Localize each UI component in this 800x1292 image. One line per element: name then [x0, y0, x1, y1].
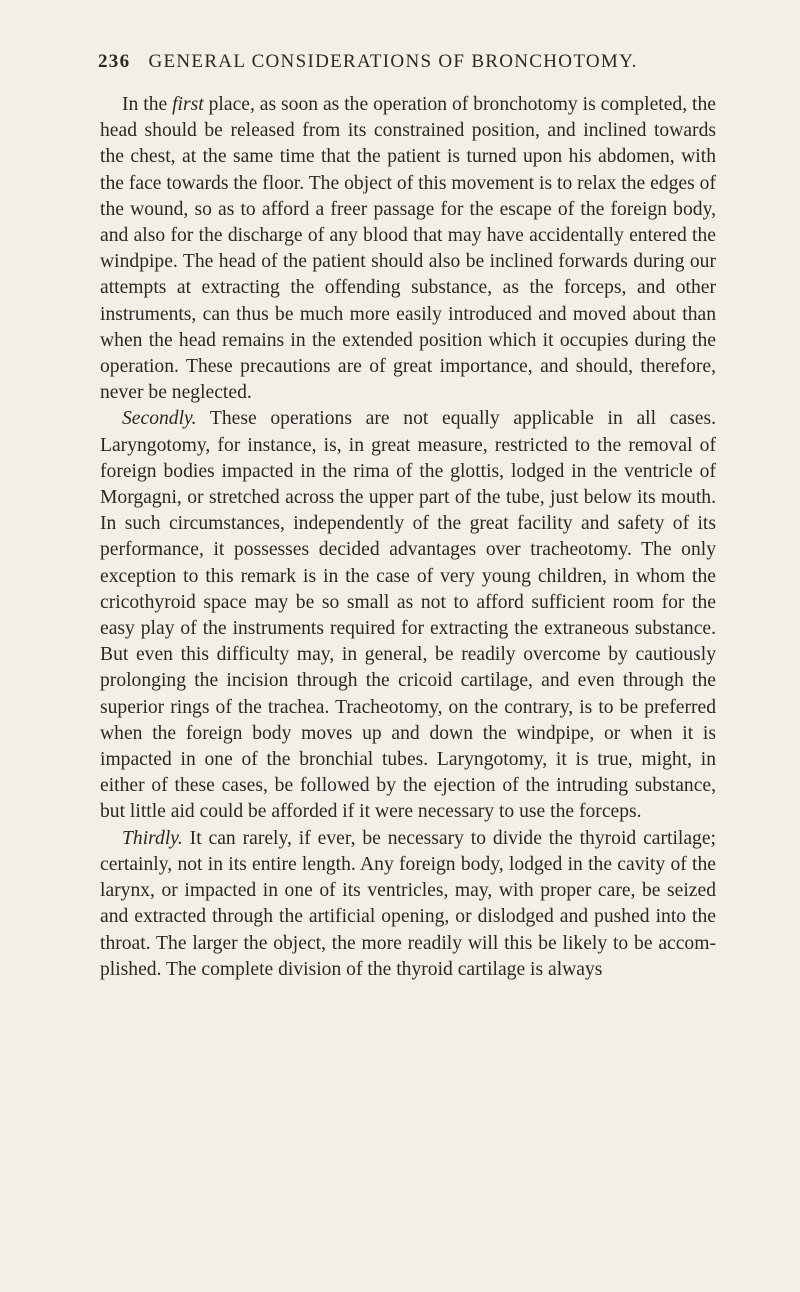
paragraph-text: place, as soon as the operation of bronchotomy is completed, the head should be released from its constrained position, and inclined towards the chest, at the same time that the patient is turned upon his abdomen, with the face towards the floor. The object of this movement is to relax the edges of the wound, so as to afford a freer passage for the escape of the foreign body, and also for the discharge of any blood that may have accidentally entered the windpipe. The head of the patient should also be inclined forwards during our attempts at extracting the offending substance, as the forceps, and other instruments, can thus be much more easily introduced and moved about than when the head remains in the extended position which it occupies during the operation. These precautions are of great importance, and should, therefore, never be neglected. — [100, 94, 716, 404]
body-text — [100, 92, 716, 983]
paragraph-lead: In the — [122, 94, 173, 115]
page-number: 236 — [98, 51, 131, 72]
running-head-title: GENERAL CONSIDERATIONS OF BRONCHOTOMY. — [148, 51, 638, 72]
paragraph-text: It can rarely, if ever, be necessary to divide the thyroid cartilage; certainly, not in its entire length. Any foreign body, lodged in the cavity of the larynx, or impacted in one of its ventricles, may, with proper care, be seized and extracted through the artificial opening, or dislodged and pushed into the throat. The larger the object, the more readily will this be likely to be accomplished. The complete division of the thyroid cartilage is always — [100, 827, 716, 980]
paragraph-first — [100, 92, 716, 406]
paragraph-thirdly — [100, 826, 716, 983]
paragraph-text: These operations are not equally applicable in all cases. Laryngotomy, for instance, is, in great measure, restricted to the removal of foreign bodies impacted in the rima of the glottis, lodged in the ventricle of Morgagni, or stretched across the upper part of the tube, just below its mouth. In such circumstances, independently of the great facility and safety of its performance, it possesses decided advantages over tracheotomy. The only exception to this remark is in the case of very young children, in whom the cricothyroid space may be so small as not to afford sufficient room for the easy play of the instruments required for extracting the extraneous substance. But even this difficulty may, in general, be readily overcome by cautiously prolonging the incision through the cricoid cartilage, and even through the superior rings of the trachea. Tracheotomy, on the contrary, is to be preferred when the foreign body moves up and down the windpipe, or when it is impacted in one of the bronchial tubes. Laryngotomy, it is true, might, in either of these cases, be followed by the ejection of the intruding substance, but little aid could be afforded if it were necessary to use the forceps. — [100, 408, 716, 823]
paragraph-emphasis: first — [172, 94, 204, 115]
paragraph-emphasis: Thirdly. — [122, 827, 183, 849]
running-head — [98, 48, 718, 76]
paragraph-emphasis: Secondly. — [122, 408, 197, 430]
paragraph-secondly — [100, 406, 716, 825]
